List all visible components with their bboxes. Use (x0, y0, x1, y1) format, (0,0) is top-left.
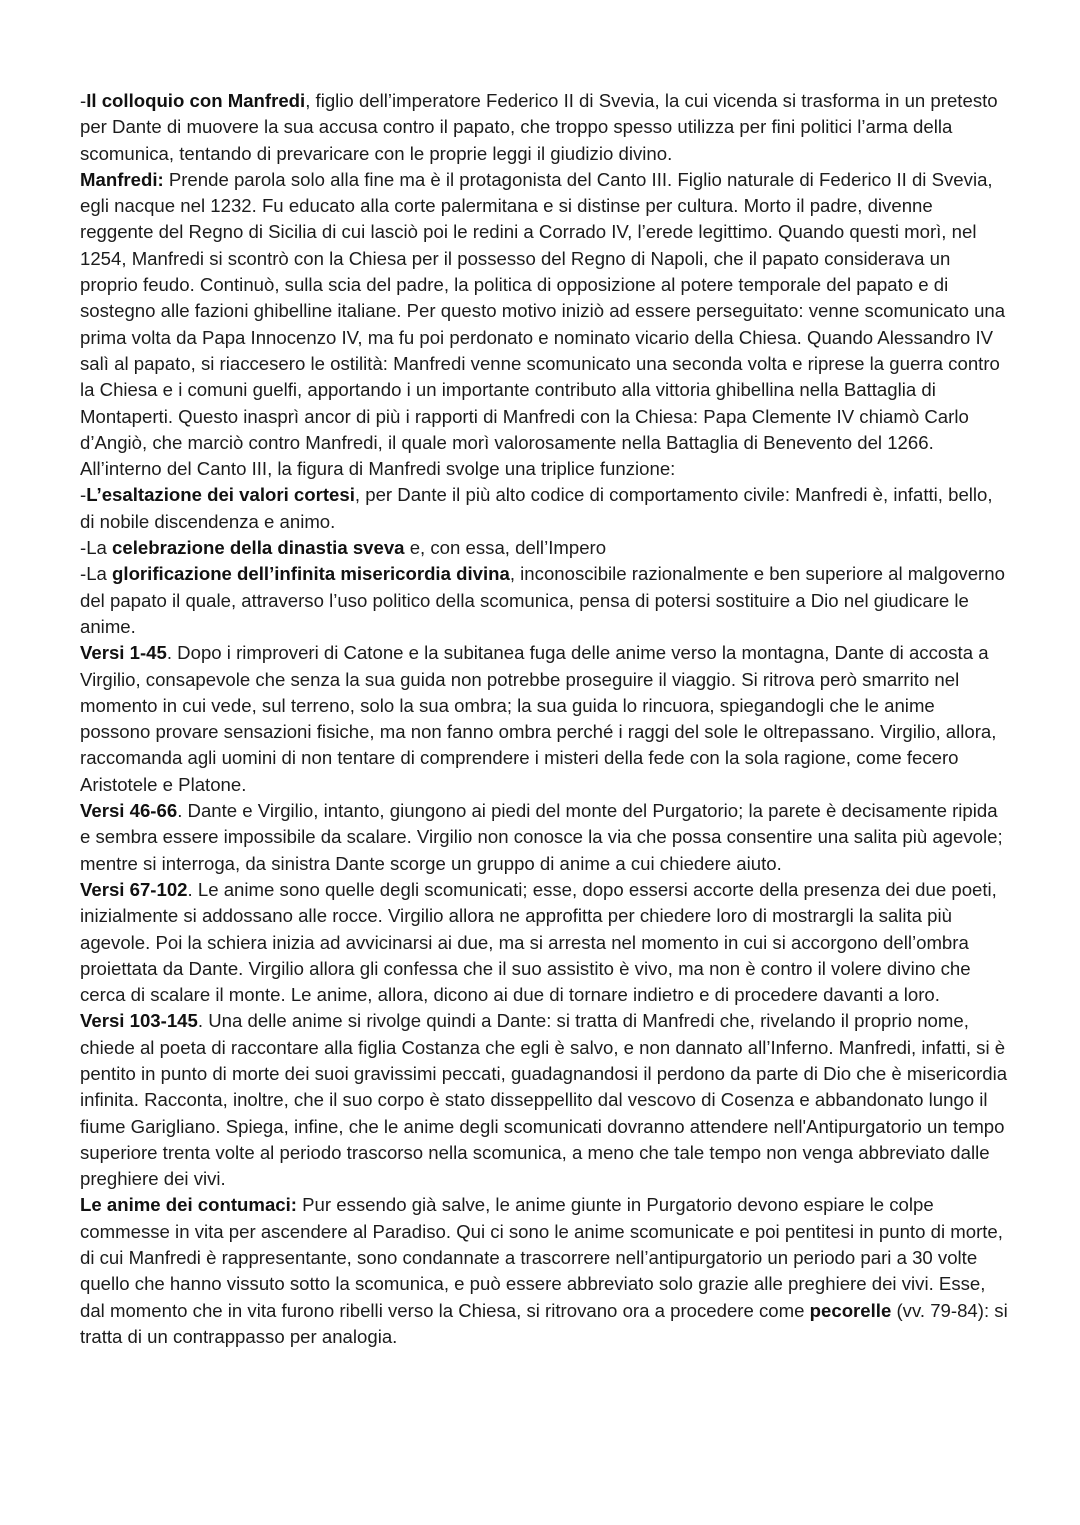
text-segment: , per Dante il più alto codice di comportamento civile: Manfredi è, infatti, bello, di nobile discendenza e animo. (80, 484, 993, 532)
paragraph-glorificazione (80, 561, 1008, 640)
bold-heading: glorificazione dell’infinita misericordia divina (112, 563, 510, 585)
text-segment: . Una delle anime si rivolge quindi a Dante: si tratta di Manfredi che, rivelando il proprio nome, chiede al poeta di raccontare alla figlia Costanza che egli è salvo, e non dannato all’Inferno. Manfredi, infatti, si è pentito in punto di morte dei suoi gravissimi peccati, guadagnandosi il perdono da parte di Dio che è misericordia infinita. Racconta, inoltre, che il suo corpo è stato disseppellito dal vescovo di Cosenza e abbandonato lungo il fiume Garigliano. Spiega, infine, che le anime degli scomunicati dovranno attendere nell'Antipurgatorio un tempo superiore trenta volte al periodo trascorso nella scomunica, a meno che tale tempo non venga abbreviato dalle preghiere dei vivi. (80, 1010, 1008, 1190)
paragraph-colloquio (80, 88, 1008, 167)
bold-heading: Le anime dei contumaci: (80, 1194, 297, 1216)
text-segment: -La (80, 563, 113, 585)
bold-heading: Versi 46-66 (80, 800, 178, 822)
bold-heading: L’esaltazione dei valori cortesi (86, 484, 355, 506)
text-segment: , inconoscibile razionalmente e ben superiore al malgoverno del papato il quale, attraverso l’uso politico della scomunica, pensa di potersi sostituire a Dio nel giudicare le anime. (80, 563, 1005, 637)
text-segment: -La (80, 537, 113, 559)
bold-heading: Il colloquio con Manfredi (86, 90, 306, 111)
text-segment: - (80, 90, 87, 111)
text-segment: . Le anime sono quelle degli scomunicati; esse, dopo essersi accorte della presenza dei due poeti, inizialmente si addossano alle rocce. Virgilio allora ne approfitta per chiedere loro di mostrargli la salita più agevole. Poi la schiera inizia ad avvicinarsi ai due, ma si arresta nel momento in cui si accorgono dell’ombra proiettata da Dante. Virgilio allora gli confessa che il suo assistito è vivo, ma non è contro il volere divino che cerca di scalare il monte. Le anime, allora, dicono ai due di tornare indietro e di procedere davanti a loro. (80, 878, 997, 1006)
bold-heading: Manfredi: (80, 168, 164, 190)
bold-heading: Versi 1-45 (80, 642, 167, 664)
text-segment: - (80, 484, 87, 506)
paragraph-funzione (80, 456, 1008, 482)
text-segment: . Dante e Virgilio, intanto, giungono ai piedi del monte del Purgatorio; la parete è decisamente ripida e sembra essere impossibile da scalare. Virgilio non conosce la via che possa consentire una salita più agevole; mentre si interroga, da sinistra Dante scorge un gruppo di anime a cui chiedere aiuto. (80, 800, 1003, 874)
text-segment: . Dopo i rimproveri di Catone e la subitanea fuga delle anime verso la montagna, Dante di accosta a Virgilio, consapevole che senza la sua guida non potrebbe proseguire il viaggio. Si ritrova però smarrito nel momento in cui vede, sul terreno, solo la sua ombra; la sua guida lo rincuora, spiegandogli che le anime possono provare sensazioni fisiche, ma non fanno ombra perché i raggi del sole le oltrepassano. Virgilio, allora, raccomanda agli uomini di non tentare di comprendere i misteri della fede con la sola ragione, come fecero Aristotele e Platone. (80, 642, 997, 795)
bold-heading: celebrazione della dinastia sveva (112, 537, 405, 559)
text-segment: (vv. 79-84): si tratta di un contrappasso per analogia. (80, 1299, 1008, 1347)
bold-heading: Versi 103-145 (80, 1010, 198, 1032)
text-segment: , figlio dell’imperatore Federico II di Svevia, la cui vicenda si trasforma in un pretesto per Dante di muovere la sua accusa contro il papato, che troppo spesso utilizza per fini politici l’arma della scomunica, tentando di prevaricare con le proprie leggi il giudizio divino. (80, 90, 998, 164)
text-segment: Prende parola solo alla fine ma è il protagonista del Canto III. Figlio naturale di Federico II di Svevia, egli nacque nel 1232. Fu educato alla corte palermitana e si distinse per cultura. Morto il padre, divenne reggente del Regno di Sicilia di cui lasciò poi le redini a Corrado IV, l’erede legittimo. Quando questi morì, nel 1254, Manfredi si scontrò con la Chiesa per il possesso del Regno di Napoli, che il papato considerava un proprio feudo. Continuò, sulla scia del padre, la politica di opposizione al potere temporale del papato e di sostegno alle fazioni ghibelline italiane. Per questo motivo iniziò ad essere perseguitato: venne scomunicato una prima volta da Papa Innocenzo IV, ma fu poi perdonato e nominato vicario della Chiesa. Quando Alessandro IV salì al papato, si riaccesero le ostilità: Manfredi venne scomunicato una seconda volta e riprese la guerra contro la Chiesa e i comuni guelfi, apportando i un importante contributo alla vittoria ghibellina nella Battaglia di Montaperti. Questo inasprì ancor di più i rapporti di Manfredi con la Chiesa: Papa Clemente IV chiamò Carlo d’Angiò, che marciò contro Manfredi, il quale morì valorosamente nella Battaglia di Benevento del 1266. (80, 168, 1006, 453)
paragraph-versi-103-145 (80, 1008, 1008, 1192)
document-page (80, 88, 1008, 1350)
bold-heading: Versi 67-102 (80, 878, 188, 900)
paragraph-versi-1-45 (80, 640, 1008, 798)
paragraph-esaltazione (80, 482, 1008, 535)
paragraph-manfredi (80, 167, 1008, 456)
paragraph-versi-46-66 (80, 798, 1008, 877)
paragraph-contumaci (80, 1192, 1008, 1350)
text-segment: Pur essendo già salve, le anime giunte in Purgatorio devono espiare le colpe commesse in vita per ascendere al Paradiso. Qui ci sono le anime scomunicate e poi pentitesi in punto di morte, di cui Manfredi è rappresentante, sono condannate a trascorrere nell’antipurgatorio un periodo pari a 30 volte quello che hanno vissuto sotto la scomunica, e può essere abbreviato solo grazie alle preghiere dei vivi. Esse, dal momento che in vita furono ribelli verso la Chiesa, si ritrovano ora a procedere come (80, 1194, 1003, 1321)
text-segment: e, con essa, dell’Impero (404, 537, 607, 559)
bold-heading: pecorelle (809, 1299, 892, 1321)
paragraph-versi-67-102 (80, 877, 1008, 1008)
text-segment: All’interno del Canto III, la figura di Manfredi svolge una triplice funzione: (80, 458, 676, 480)
paragraph-celebrazione (80, 535, 1008, 561)
